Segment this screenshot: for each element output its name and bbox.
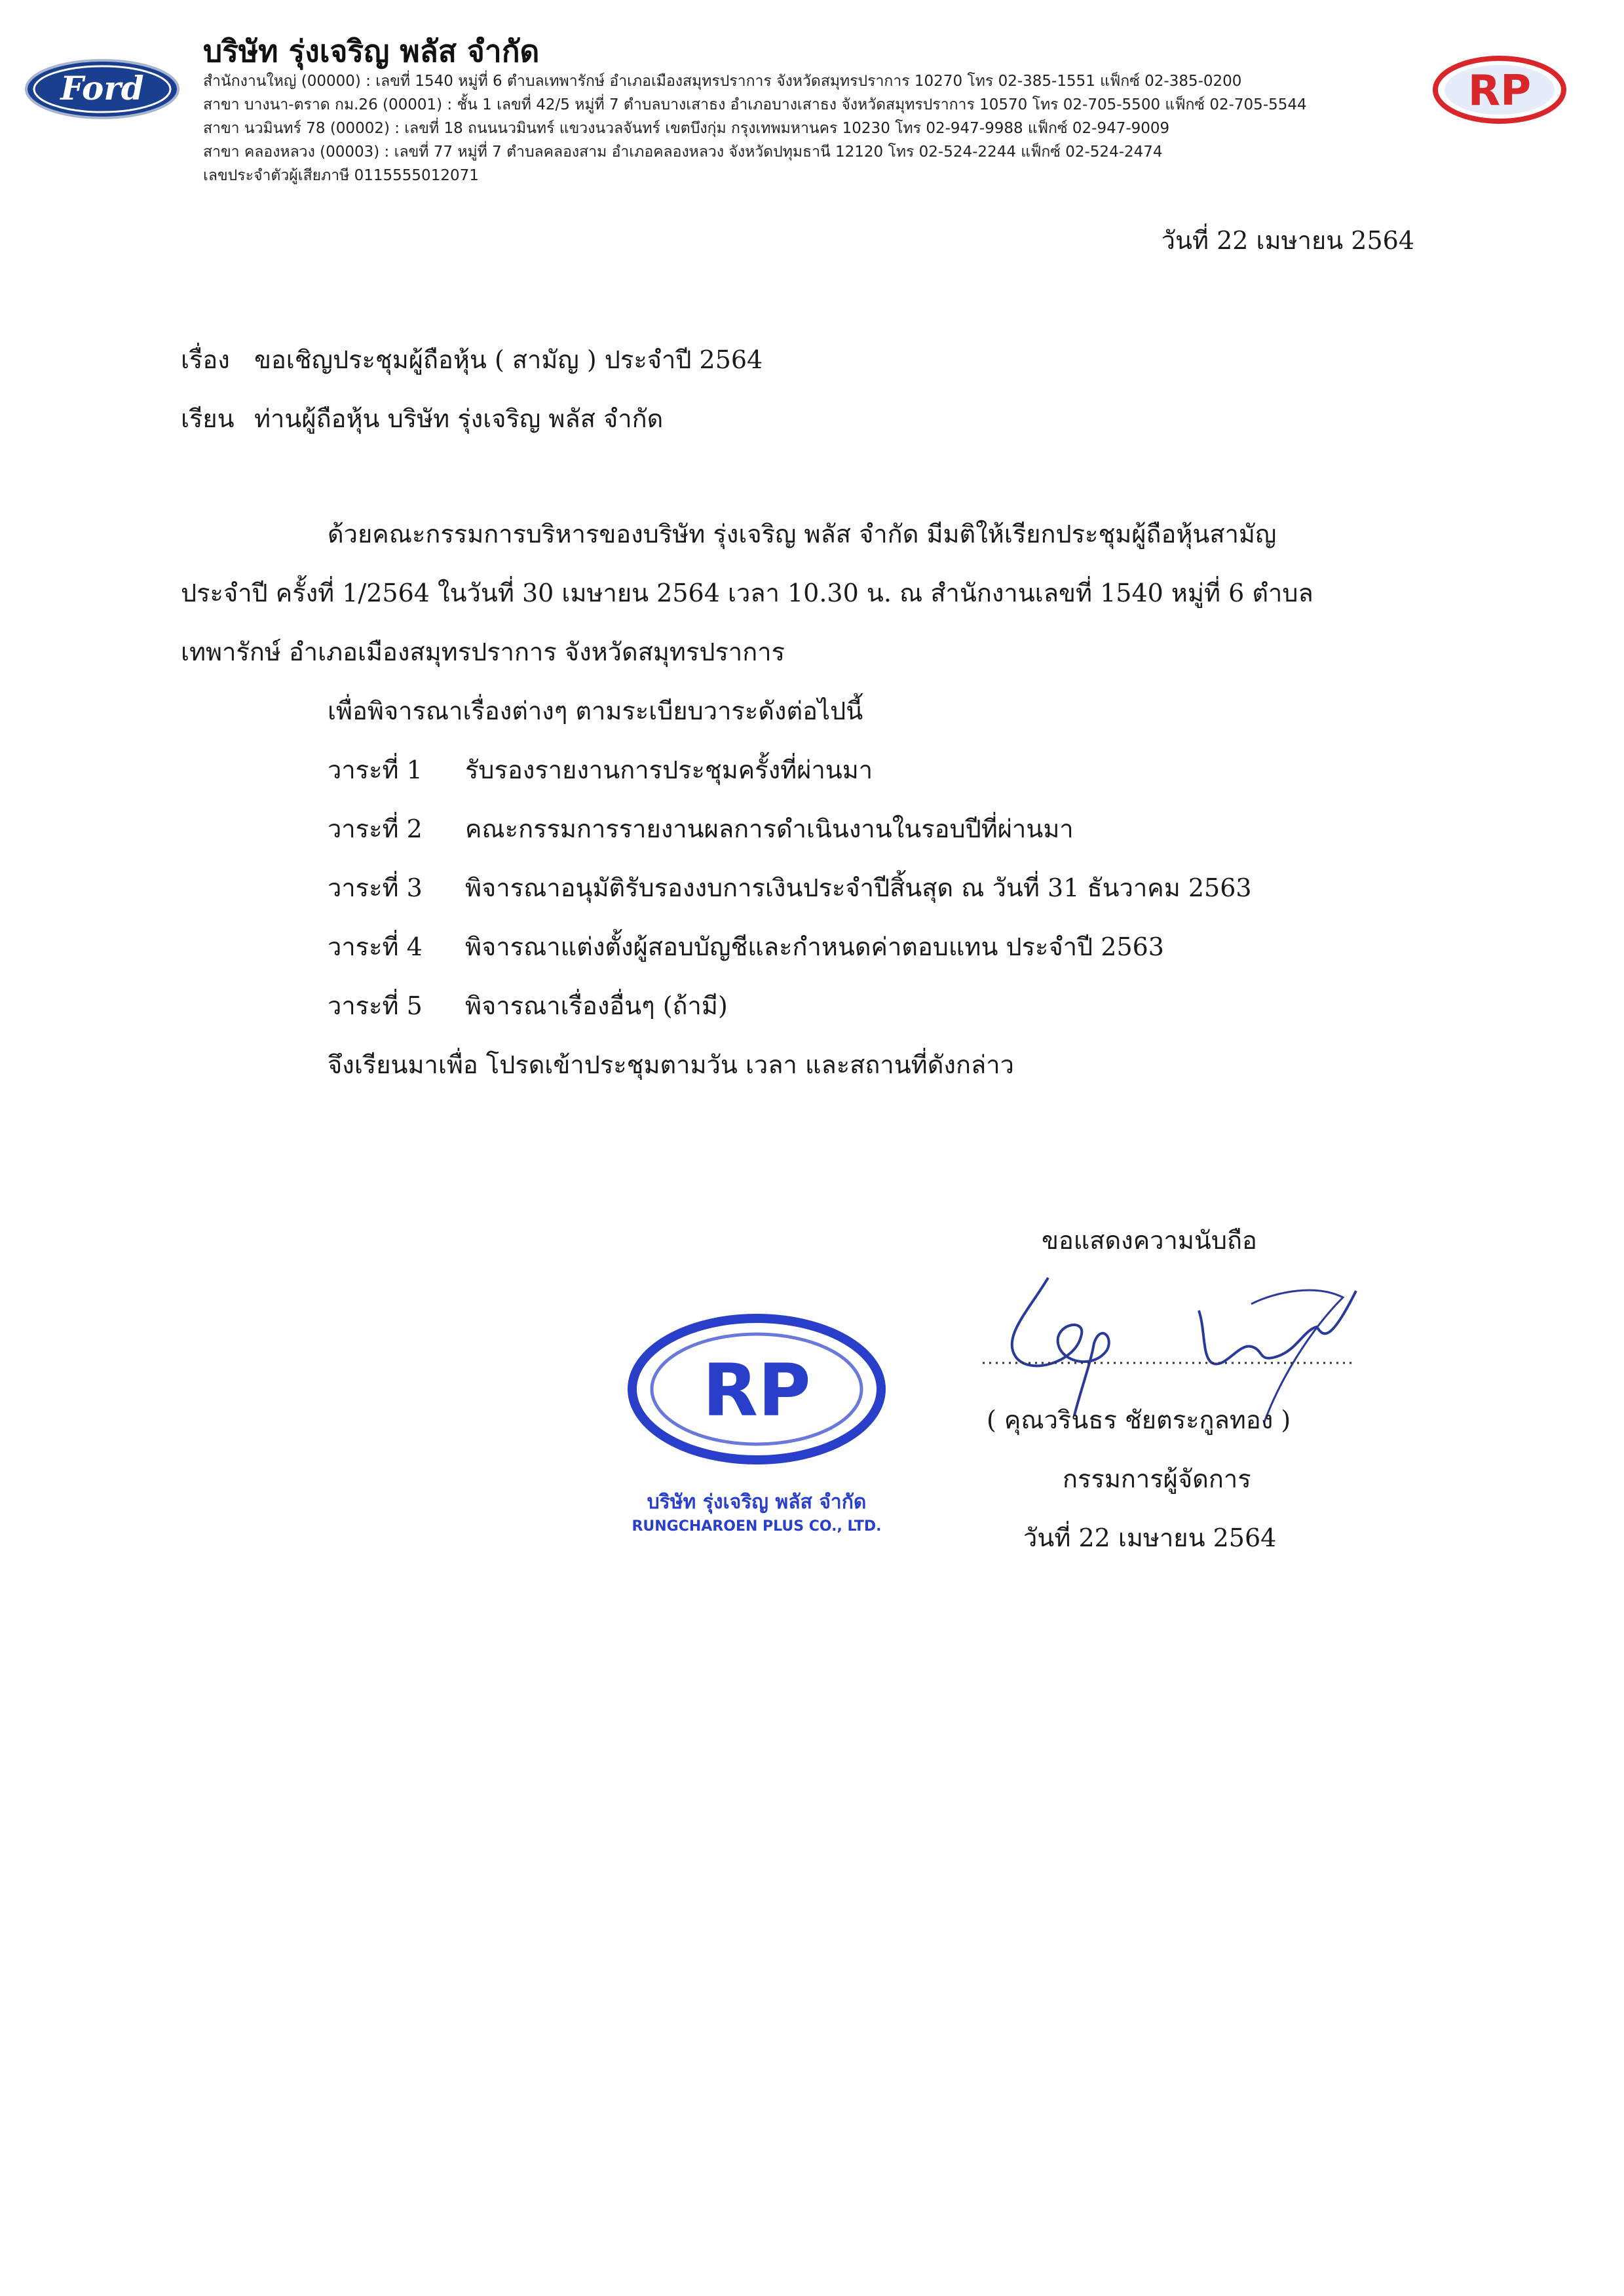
header-line-tax-id: เลขประจำตัวผู้เสียภาษี 0115555012071 [203,167,479,184]
paragraph-line-3: เทพารักษ์ อำเภอเมืองสมุทรปราการ จังหวัดสมุทรปราการ [181,638,785,666]
stamp-thai-text: บริษัท รุ่งเจริญ พลัส จำกัด [647,1491,867,1514]
header-line-branch-nawamin: สาขา นวมินทร์ 78 (00002) : เลขที่ 18 ถนนนวมินทร์ แขวงนวลจันทร์ เขตบึงกุ่ม กรุงเทพมหานคร 10230 โทร 02-947-9988 แฟ็กซ์ 02-947-9009 [203,120,1170,137]
agenda-number: วาระที่ 4 [328,932,423,961]
ford-logo [24,58,181,121]
paragraph-line-1: ด้วยคณะกรรมการบริหารของบริษัท รุ่งเจริญ พลัส จำกัด มีมติให้เรียกประชุมผู้ถือหุ้นสามัญ [328,520,1277,548]
ford-logo-text: Ford [60,69,144,107]
to-text: ท่านผู้ถือหุ้น บริษัท รุ่งเจริญ พลัส จำกัด [254,404,664,433]
stamp-logo-text: RP [702,1349,811,1432]
to-label: เรียน [181,404,235,433]
agenda-number: วาระที่ 2 [328,814,423,843]
agenda-number: วาระที่ 1 [328,756,423,784]
signer-position: กรรมการผู้จัดการ [1063,1464,1251,1493]
company-stamp [599,1311,914,1540]
letter-date: วันที่ 22 เมษายน 2564 [1161,226,1414,255]
regards-text: ขอแสดงความนับถือ [1042,1226,1257,1255]
signer-name: ( คุณวรินธร ชัยตระกูลทอง ) [987,1406,1291,1434]
header-line-branch-bangna: สาขา บางนา-ตราด กม.26 (00001) : ชั้น 1 เลขที่ 42/5 หมู่ที่ 7 ตำบลบางเสาธง อำเภอบางเสาธง จังหวัดสมุทรปราการ 10570 โทร 02-705-5500 แฟ็กซ์ 02-705-5544 [203,96,1307,113]
header-line-branch-khlongluang: สาขา คลองหลวง (00003) : เลขที่ 77 หมู่ที่ 7 ตำบลคลองสาม อำเภอคลองหลวง จังหวัดปทุมธานี 12120 โทร 02-524-2244 แฟ็กซ์ 02-524-2474 [203,144,1163,161]
header-line-head-office: สำนักงานใหญ่ (00000) : เลขที่ 1540 หมู่ที่ 6 ตำบลเทพารักษ์ อำเภอเมืองสมุทรปราการ จังหวัดสมุทรปราการ 10270 โทร 02-385-1551 แฟ็กซ์ 02-385-0200 [203,73,1242,90]
agenda-number: วาระที่ 3 [328,873,423,902]
agenda-number: วาระที่ 5 [328,991,423,1020]
agenda-intro: เพื่อพิจารณาเรื่องต่างๆ ตามระเบียบวาระดังต่อไปนี้ [328,697,863,725]
rp-logo [1432,54,1567,126]
subject-text: ขอเชิญประชุมผู้ถือหุ้น ( สามัญ ) ประจำปี 2564 [254,345,763,374]
rp-logo-text: RP [1467,67,1532,115]
agenda-text: รับรองรายงานการประชุมครั้งที่ผ่านมา [465,756,873,784]
agenda-text: พิจารณาเรื่องอื่นๆ (ถ้ามี) [465,991,728,1020]
agenda-text: คณะกรรมการรายงานผลการดำเนินงานในรอบปีที่ผ่านมา [465,814,1074,843]
signature-date: วันที่ 22 เมษายน 2564 [1023,1523,1277,1552]
paragraph-line-2: ประจำปี ครั้งที่ 1/2564 ในวันที่ 30 เมษายน 2564 เวลา 10.30 น. ณ สำนักงานเลขที่ 1540 หมู่ที่ 6 ตำบล [181,579,1313,607]
agenda-text: พิจารณาอนุมัติรับรองงบการเงินประจำปีสิ้นสุด ณ วันที่ 31 ธันวาคม 2563 [465,873,1252,902]
subject-label: เรื่อง [181,345,230,374]
stamp-english-text: RUNGCHAROEN PLUS CO., LTD. [632,1518,882,1535]
agenda-text: พิจารณาแต่งตั้งผู้สอบบัญชีและกำหนดค่าตอบแทน ประจำปี 2563 [465,932,1164,961]
company-name: บริษัท รุ่งเจริญ พลัส จำกัด [203,33,540,69]
closing-text: จึงเรียนมาเพื่อ โปรดเข้าประชุมตามวัน เวลา และสถานที่ดังกล่าว [328,1050,1014,1079]
